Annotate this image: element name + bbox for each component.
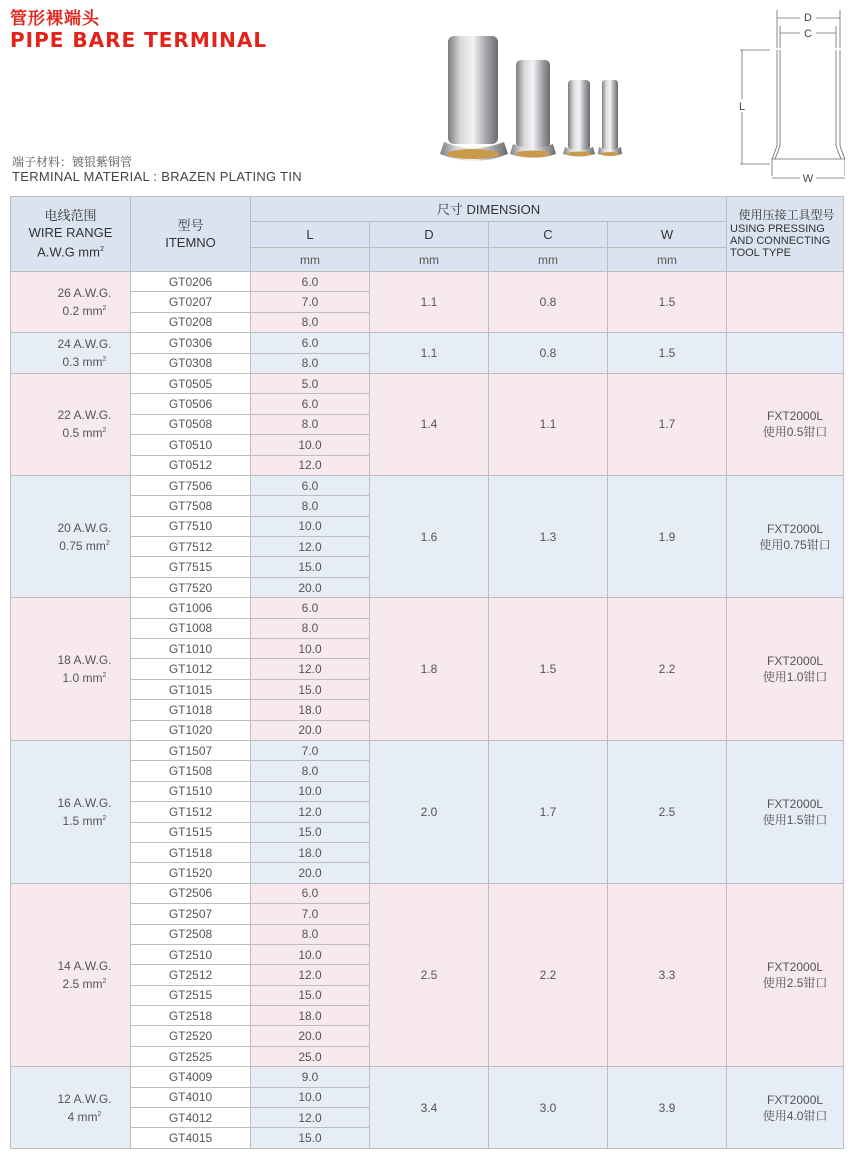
item-number-cell: GT1512 — [131, 802, 251, 822]
wire-awg: 24 A.W.G. — [57, 337, 112, 352]
col-c-header: C — [489, 222, 608, 248]
tool-type-cell — [727, 1067, 844, 1149]
tool-type-cell — [727, 740, 844, 883]
length-cell: 20.0 — [251, 1026, 370, 1046]
wire-range-header-unit: A.W.G $mm^2$ — [37, 244, 104, 260]
length-cell: 7.0 — [251, 292, 370, 312]
item-number-cell: GT0510 — [131, 435, 251, 455]
item-number-cell: GT1010 — [131, 639, 251, 659]
item-number-cell: GT2520 — [131, 1026, 251, 1046]
dimension-c-cell: 0.8 — [489, 272, 608, 333]
tool-type-header-cn: 使用压接工具型号 — [738, 208, 835, 222]
wire-range-cell — [11, 598, 131, 741]
wire-mm: 4 $mm^2$ — [67, 1109, 102, 1124]
item-number-cell: GT7520 — [131, 577, 251, 597]
item-number-cell: GT7506 — [131, 475, 251, 495]
item-number-cell: GT4015 — [131, 1128, 251, 1148]
dimension-d-cell: 1.4 — [370, 373, 489, 475]
length-cell: 6.0 — [251, 883, 370, 903]
tool-type-cell — [727, 272, 844, 333]
item-number-cell: GT0308 — [131, 353, 251, 373]
wire-awg: 14 A.W.G. — [57, 958, 112, 973]
tool-model: FXT2000L — [767, 654, 824, 669]
item-number-cell: GT4010 — [131, 1087, 251, 1107]
wire-range-cell — [11, 272, 131, 333]
length-cell: 8.0 — [251, 353, 370, 373]
item-number-cell: GT2518 — [131, 1006, 251, 1026]
dimension-c-cell: 1.5 — [489, 598, 608, 741]
dimension-c-cell: 2.2 — [489, 883, 608, 1067]
tool-type-cell — [727, 475, 844, 597]
tool-jaw: 使用0.75钳口 — [759, 537, 831, 552]
length-cell: 20.0 — [251, 863, 370, 883]
page-title-chinese: 管形裸端头 — [10, 9, 100, 29]
wire-mm: 0.3 $mm^2$ — [62, 355, 107, 370]
dimension-w-cell: 1.5 — [608, 333, 727, 374]
dimension-w-cell: 3.9 — [608, 1067, 727, 1149]
length-cell: 10.0 — [251, 435, 370, 455]
length-cell: 12.0 — [251, 537, 370, 557]
length-cell: 8.0 — [251, 414, 370, 434]
item-number-cell: GT1518 — [131, 842, 251, 862]
length-cell: 6.0 — [251, 272, 370, 292]
dimension-d-cell: 1.8 — [370, 598, 489, 741]
dimension-w-cell: 2.2 — [608, 598, 727, 741]
unit-w: mm — [608, 248, 727, 272]
tool-type-cell — [727, 883, 844, 1067]
item-number-cell: GT7512 — [131, 537, 251, 557]
diagram-label-w: W — [802, 173, 814, 184]
tool-model: FXT2000L — [767, 959, 824, 974]
wire-range-cell — [11, 373, 131, 475]
wire-awg: 26 A.W.G. — [57, 286, 112, 301]
item-number-cell: GT0206 — [131, 272, 251, 292]
item-number-cell: GT7515 — [131, 557, 251, 577]
item-number-cell: GT1018 — [131, 700, 251, 720]
wire-range-header — [11, 197, 131, 272]
dimension-d-cell: 3.4 — [370, 1067, 489, 1149]
item-number-cell: GT1008 — [131, 618, 251, 638]
length-cell: 7.0 — [251, 740, 370, 760]
wire-range-cell — [11, 333, 131, 374]
unit-d: mm — [370, 248, 489, 272]
tool-jaw: 使用1.0钳口 — [762, 670, 828, 685]
item-number-cell: GT4009 — [131, 1067, 251, 1087]
table-row — [11, 333, 844, 353]
dimension-d-cell: 2.0 — [370, 740, 489, 883]
wire-awg: 20 A.W.G. — [57, 520, 112, 535]
length-cell: 10.0 — [251, 516, 370, 536]
item-no-header-en: ITEMNO — [165, 235, 216, 250]
item-number-cell: GT0306 — [131, 333, 251, 353]
col-d-header: D — [370, 222, 489, 248]
length-cell: 15.0 — [251, 557, 370, 577]
tool-model: FXT2000L — [767, 1092, 824, 1107]
wire-awg: 16 A.W.G. — [57, 795, 112, 810]
length-cell: 10.0 — [251, 639, 370, 659]
item-number-cell: GT1515 — [131, 822, 251, 842]
page-title: PIPE BARE TERMINAL — [10, 28, 268, 52]
table-row — [11, 272, 844, 292]
dimension-w-cell: 1.7 — [608, 373, 727, 475]
tool-model: FXT2000L — [767, 796, 824, 811]
item-number-cell: GT0505 — [131, 373, 251, 393]
item-no-header-cn: 型号 — [177, 218, 204, 233]
item-number-cell: GT2510 — [131, 944, 251, 964]
item-number-cell: GT4012 — [131, 1108, 251, 1128]
length-cell: 15.0 — [251, 1128, 370, 1148]
table-row — [11, 740, 844, 760]
length-cell: 15.0 — [251, 822, 370, 842]
item-number-cell: GT2506 — [131, 883, 251, 903]
length-cell: 8.0 — [251, 312, 370, 332]
item-no-header — [131, 197, 251, 272]
item-number-cell: GT1507 — [131, 740, 251, 760]
tool-jaw: 使用2.5钳口 — [762, 975, 828, 990]
length-cell: 6.0 — [251, 475, 370, 495]
dimension-c-cell: 1.1 — [489, 373, 608, 475]
length-cell: 8.0 — [251, 761, 370, 781]
length-cell: 8.0 — [251, 924, 370, 944]
item-number-cell: GT1520 — [131, 863, 251, 883]
length-cell: 9.0 — [251, 1067, 370, 1087]
tool-type-cell — [727, 333, 844, 374]
dimension-c-cell: 0.8 — [489, 333, 608, 374]
unit-l: mm — [251, 248, 370, 272]
length-cell: 20.0 — [251, 577, 370, 597]
wire-mm: 0.2 $mm^2$ — [62, 304, 107, 319]
col-l-header: L — [251, 222, 370, 248]
item-number-cell: GT1020 — [131, 720, 251, 740]
table-row — [11, 598, 844, 618]
item-number-cell: GT1015 — [131, 679, 251, 699]
wire-mm: 0.5 $mm^2$ — [62, 426, 107, 441]
item-number-cell: GT0207 — [131, 292, 251, 312]
wire-range-cell — [11, 883, 131, 1067]
wire-awg: 12 A.W.G. — [57, 1091, 112, 1106]
length-cell: 10.0 — [251, 1087, 370, 1107]
item-number-cell: GT2515 — [131, 985, 251, 1005]
diagram-label-d: D — [804, 12, 812, 24]
table-row — [11, 1067, 844, 1087]
dimension-diagram — [730, 4, 845, 184]
length-cell: 6.0 — [251, 598, 370, 618]
wire-mm: 1.5 $mm^2$ — [62, 813, 107, 828]
wire-range-cell — [11, 475, 131, 597]
item-number-cell: GT7510 — [131, 516, 251, 536]
tool-jaw: 使用0.5钳口 — [762, 425, 828, 440]
dimension-d-cell: 1.6 — [370, 475, 489, 597]
dimension-c-cell: 1.3 — [489, 475, 608, 597]
dimension-w-cell: 1.9 — [608, 475, 727, 597]
tool-type-header — [727, 197, 844, 272]
length-cell: 12.0 — [251, 965, 370, 985]
terminal-product-photo — [438, 30, 634, 170]
length-cell: 18.0 — [251, 842, 370, 862]
dimension-d-cell: 2.5 — [370, 883, 489, 1067]
specification-table — [10, 196, 844, 1149]
length-cell: 10.0 — [251, 781, 370, 801]
col-w-header: W — [608, 222, 727, 248]
dimension-w-cell: 2.5 — [608, 740, 727, 883]
item-number-cell: GT7508 — [131, 496, 251, 516]
length-cell: 15.0 — [251, 985, 370, 1005]
item-number-cell: GT0512 — [131, 455, 251, 475]
wire-range-header-en: WIRE RANGE — [28, 225, 113, 241]
tool-type-cell — [727, 598, 844, 741]
wire-awg: 18 A.W.G. — [57, 653, 112, 668]
dimension-header: 尺寸 DIMENSION — [251, 197, 727, 222]
tool-jaw: 使用1.5钳口 — [762, 812, 828, 827]
length-cell: 6.0 — [251, 394, 370, 414]
tool-model: FXT2000L — [767, 409, 824, 424]
terminal-material-chinese: 端子材料：镀银紫铜管 — [12, 155, 133, 169]
table-row — [11, 475, 844, 495]
diagram-label-c: C — [804, 28, 812, 40]
tool-jaw: 使用4.0钳口 — [762, 1108, 828, 1123]
item-number-cell: GT2507 — [131, 904, 251, 924]
dimension-c-cell: 1.7 — [489, 740, 608, 883]
table-row — [11, 373, 844, 393]
table-row — [11, 883, 844, 903]
dimension-w-cell: 1.5 — [608, 272, 727, 333]
length-cell: 12.0 — [251, 455, 370, 475]
dimension-d-cell: 1.1 — [370, 333, 489, 374]
diagram-label-l: L — [738, 101, 746, 113]
length-cell: 7.0 — [251, 904, 370, 924]
length-cell: 18.0 — [251, 1006, 370, 1026]
terminal-material: TERMINAL MATERIAL : BRAZEN PLATING TIN — [12, 169, 302, 184]
wire-mm: 2.5 $mm^2$ — [62, 976, 107, 991]
wire-mm: 0.75 $mm^2$ — [59, 538, 110, 553]
length-cell: 20.0 — [251, 720, 370, 740]
unit-c: mm — [489, 248, 608, 272]
item-number-cell: GT1006 — [131, 598, 251, 618]
wire-range-cell — [11, 1067, 131, 1149]
item-number-cell: GT2508 — [131, 924, 251, 944]
wire-range-cell — [11, 740, 131, 883]
length-cell: 12.0 — [251, 802, 370, 822]
item-number-cell: GT0208 — [131, 312, 251, 332]
length-cell: 5.0 — [251, 373, 370, 393]
wire-awg: 22 A.W.G. — [57, 408, 112, 423]
length-cell: 6.0 — [251, 333, 370, 353]
length-cell: 12.0 — [251, 1108, 370, 1128]
tool-type-header-en: USING PRESSING AND CONNECTING TOOL TYPE — [730, 223, 831, 259]
item-number-cell: GT2512 — [131, 965, 251, 985]
dimension-c-cell: 3.0 — [489, 1067, 608, 1149]
item-number-cell: GT1012 — [131, 659, 251, 679]
wire-mm: 1.0 $mm^2$ — [62, 671, 107, 686]
length-cell: 18.0 — [251, 700, 370, 720]
tool-type-cell — [727, 373, 844, 475]
dimension-d-cell: 1.1 — [370, 272, 489, 333]
wire-range-header-cn: 电线范围 — [44, 208, 97, 224]
length-cell: 12.0 — [251, 659, 370, 679]
length-cell: 25.0 — [251, 1046, 370, 1066]
length-cell: 8.0 — [251, 618, 370, 638]
item-number-cell: GT0506 — [131, 394, 251, 414]
item-number-cell: GT1510 — [131, 781, 251, 801]
length-cell: 8.0 — [251, 496, 370, 516]
specification-table-body — [11, 272, 844, 1149]
dimension-w-cell: 3.3 — [608, 883, 727, 1067]
tool-model: FXT2000L — [767, 521, 824, 536]
length-cell: 15.0 — [251, 679, 370, 699]
length-cell: 10.0 — [251, 944, 370, 964]
item-number-cell: GT2525 — [131, 1046, 251, 1066]
item-number-cell: GT0508 — [131, 414, 251, 434]
item-number-cell: GT1508 — [131, 761, 251, 781]
